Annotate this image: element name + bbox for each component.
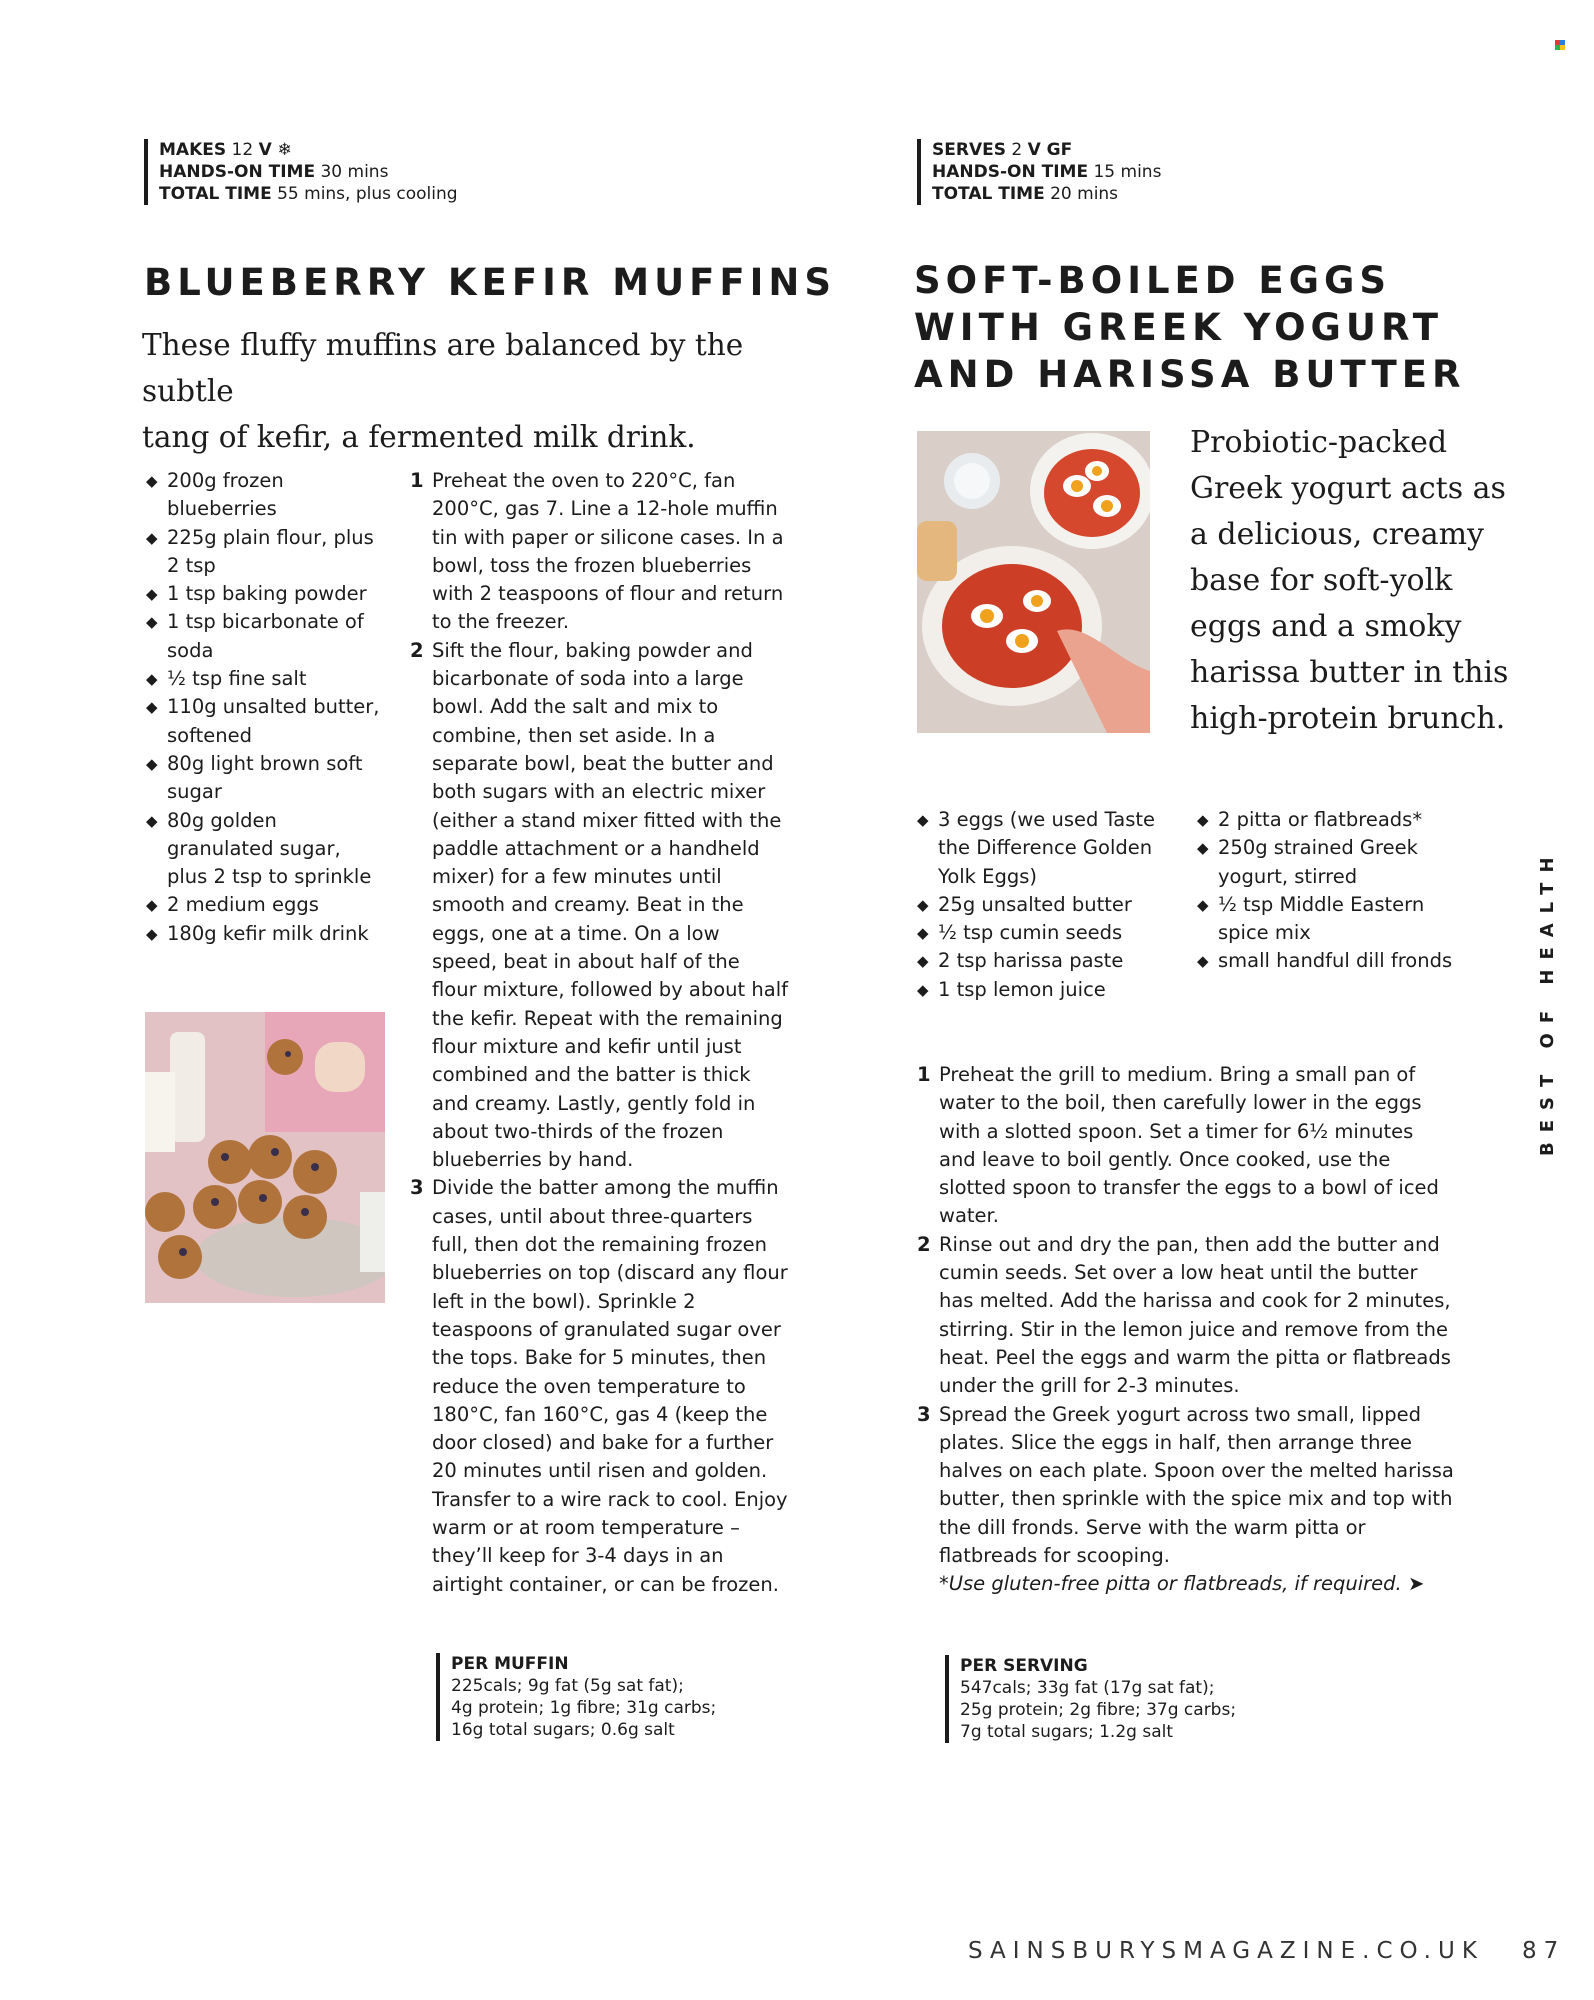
- page-number: 87: [1522, 1938, 1566, 1964]
- recipe2-ingredients-col2: [1197, 806, 1457, 976]
- recipe1-ingredients: [146, 467, 386, 948]
- intro-line: tang of kefir, a fermented milk drink.: [142, 420, 696, 454]
- step-number: 3: [917, 1402, 931, 1426]
- step-text: Rinse out and dry the pan, then add the butter and cumin seeds. Set over a low heat until the butter has melted. Add the harissa and cook for 2 minutes, stirring. Stir in the lemon juice and remove from the heat. Peel the eggs and warm the pitta or flatbreads under the grill for 2-3 minutes.: [939, 1232, 1451, 1398]
- ingredient-item: ◆ 2 pitta or flatbreads*: [1197, 806, 1457, 834]
- intro-line: harissa butter in this: [1190, 655, 1509, 690]
- dietary-badge: V ❄: [258, 140, 292, 160]
- ingredient-item: ◆ 180g kefir milk drink: [146, 920, 386, 948]
- ingredient-item: ◆ ½ tsp fine salt: [146, 665, 386, 693]
- method-step: [917, 1231, 1455, 1401]
- step-number: 1: [410, 469, 424, 492]
- total-time-value: 55 mins, plus cooling: [277, 184, 458, 204]
- ingredient-item: ◆ 1 tsp baking powder: [146, 580, 386, 608]
- makes-label: MAKES: [159, 140, 227, 160]
- hands-on-value: 15 mins: [1093, 162, 1162, 182]
- dietary-badge: V GF: [1027, 140, 1073, 160]
- section-label: BEST OF HEALTH: [1537, 847, 1558, 1156]
- nutrition-line: 547cals; 33g fat (17g sat fat);: [960, 1678, 1215, 1698]
- intro-line: a delicious, creamy: [1190, 517, 1484, 552]
- title-line: AND HARISSA BUTTER: [914, 353, 1466, 396]
- recipe1-intro: [142, 322, 842, 460]
- method-step: [410, 1174, 788, 1598]
- intro-line: eggs and a smoky: [1190, 609, 1462, 644]
- serves-value: 2: [1011, 140, 1023, 160]
- step-number: 2: [410, 638, 424, 662]
- step-text: Preheat the grill to medium. Bring a small pan of water to the boil, then carefully lower in the eggs with a slotted spoon. Set a timer for 6½ minutes and leave to boil gently. Once cooked, use the slotted spoon to transfer the eggs to a bowl of iced water.: [939, 1063, 1439, 1228]
- ingredient-item: ◆ 2 tsp harissa paste: [917, 947, 1167, 975]
- total-time-label: TOTAL TIME: [932, 184, 1045, 204]
- recipe1-meta: [144, 139, 519, 205]
- method-step: [410, 637, 788, 1175]
- footnote-text: *Use gluten-free pitta or flatbreads, if required.: [939, 1572, 1402, 1596]
- nutrition-line: 16g total sugars; 0.6g salt: [451, 1720, 675, 1740]
- ingredient-item: ◆ 80g light brown soft sugar: [146, 750, 386, 807]
- recipe2-method: [917, 1061, 1455, 1599]
- step-text: Sift the flour, baking powder and bicarbonate of soda into a large bowl. Add the salt and mix to combine, then set aside. In a separate bowl, beat the butter and both sugars with an electric mixer (either a stand mixer fitted with the paddle attachment or a handheld mixer) for a few minutes until smooth and creamy. Beat in the eggs, one at a time. On a low speed, beat in about half of the flour mixture, followed by about half the kefir. Repeat with the remaining flour mixture and kefir until just combined and the batter is thick and creamy. Lastly, gently fold in about two-thirds of the frozen blueberries by hand.: [432, 638, 788, 1172]
- ingredient-item: ◆ ½ tsp cumin seeds: [917, 919, 1167, 947]
- corner-logo-mark: [1555, 40, 1565, 50]
- ingredient-item: ◆ 80g golden granulated sugar, plus 2 tsp to sprinkle: [146, 807, 386, 892]
- step-number: 3: [410, 1176, 424, 1200]
- title-line: SOFT-BOILED EGGS: [914, 259, 1392, 302]
- hands-on-value: 30 mins: [320, 162, 389, 182]
- muffins-photo: [145, 1012, 385, 1303]
- total-time-value: 20 mins: [1050, 184, 1119, 204]
- recipe2-intro: [1190, 420, 1530, 742]
- step-text: Spread the Greek yogurt across two small, lipped plates. Slice the eggs in half, then arrange three halves on each plate. Spoon over the melted harissa butter, then sprinkle with the spice mix and top with the dill fronds. Serve with the warm pitta or flatbreads for scooping.: [939, 1402, 1454, 1568]
- method-step: [917, 1061, 1455, 1231]
- makes-value: 12: [231, 140, 254, 160]
- step-number: 1: [917, 1063, 931, 1086]
- recipe1-nutrition: [436, 1653, 741, 1741]
- ingredient-item: ◆ 2 medium eggs: [146, 891, 386, 919]
- intro-line: Probiotic-packed: [1190, 425, 1448, 460]
- ingredient-item: ◆ 110g unsalted butter, softened: [146, 693, 386, 750]
- hands-on-label: HANDS-ON TIME: [932, 162, 1089, 182]
- recipe1-method: [410, 467, 788, 1599]
- ingredient-item: ◆ 3 eggs (we used Taste the Difference Golden Yolk Eggs): [917, 806, 1167, 891]
- nutrition-line: 25g protein; 2g fibre; 37g carbs;: [960, 1700, 1237, 1720]
- ingredient-item: ◆ 25g unsalted butter: [917, 891, 1167, 919]
- method-step: [917, 1401, 1455, 1571]
- total-time-label: TOTAL TIME: [159, 184, 272, 204]
- nutrition-heading: PER SERVING: [960, 1656, 1088, 1676]
- nutrition-line: 7g total sugars; 1.2g salt: [960, 1722, 1173, 1742]
- title-line: WITH GREEK YOGURT: [914, 306, 1444, 349]
- step-text: Preheat the oven to 220°C, fan 200°C, gas 7. Line a 12-hole muffin tin with paper or silicone cases. In a bowl, toss the frozen blueberries with 2 teaspoons of flour and return to the freezer.: [432, 469, 784, 634]
- ingredient-item: ◆ 250g strained Greek yogurt, stirred: [1197, 834, 1457, 891]
- nutrition-line: 225cals; 9g fat (5g sat fat);: [451, 1676, 684, 1696]
- recipe2-meta: [917, 139, 1292, 205]
- continue-arrow-icon: ➤: [1407, 1572, 1425, 1596]
- footnote: [917, 1570, 1455, 1598]
- recipe2-ingredients-col1: [917, 806, 1167, 1004]
- eggs-photo: [917, 431, 1150, 733]
- ingredient-item: ◆ 1 tsp bicarbonate of soda: [146, 608, 386, 665]
- nutrition-heading: PER MUFFIN: [451, 1654, 569, 1674]
- method-step: [410, 467, 788, 637]
- ingredient-item: ◆ ½ tsp Middle Eastern spice mix: [1197, 891, 1457, 948]
- intro-line: high-protein brunch.: [1190, 701, 1506, 736]
- hands-on-label: HANDS-ON TIME: [159, 162, 316, 182]
- step-text: Divide the batter among the muffin cases, until about three-quarters full, then dot the remaining frozen blueberries on top (discard any flour left in the bowl). Sprinkle 2 teaspoons of granulated sugar over the tops. Bake for 5 minutes, then reduce the oven temperature to 180°C, fan 160°C, gas 4 (keep the door closed) and bake for a further 20 minutes until risen and golden. Transfer to a wire rack to cool. Enjoy warm or at room temperature – they’ll keep for 3-4 days in an airtight container, or can be frozen.: [432, 1176, 788, 1596]
- nutrition-line: 4g protein; 1g fibre; 31g carbs;: [451, 1698, 717, 1718]
- intro-line: Greek yogurt acts as: [1190, 471, 1506, 506]
- ingredient-item: ◆ 225g plain flour, plus 2 tsp: [146, 524, 386, 581]
- intro-line: These fluffy muffins are balanced by the subtle: [142, 328, 744, 408]
- ingredient-item: ◆ 200g frozen blueberries: [146, 467, 386, 524]
- serves-label: SERVES: [932, 140, 1006, 160]
- recipe2-nutrition: [945, 1655, 1260, 1743]
- recipe2-title: [914, 257, 1534, 398]
- footer-website: SAINSBURYSMAGAZINE.CO.UK: [968, 1938, 1484, 1964]
- step-number: 2: [917, 1232, 931, 1256]
- ingredient-item: ◆ 1 tsp lemon juice: [917, 976, 1167, 1004]
- intro-line: base for soft-yolk: [1190, 563, 1453, 598]
- ingredient-item: ◆ small handful dill fronds: [1197, 947, 1457, 975]
- recipe1-title: BLUEBERRY KEFIR MUFFINS: [144, 261, 837, 304]
